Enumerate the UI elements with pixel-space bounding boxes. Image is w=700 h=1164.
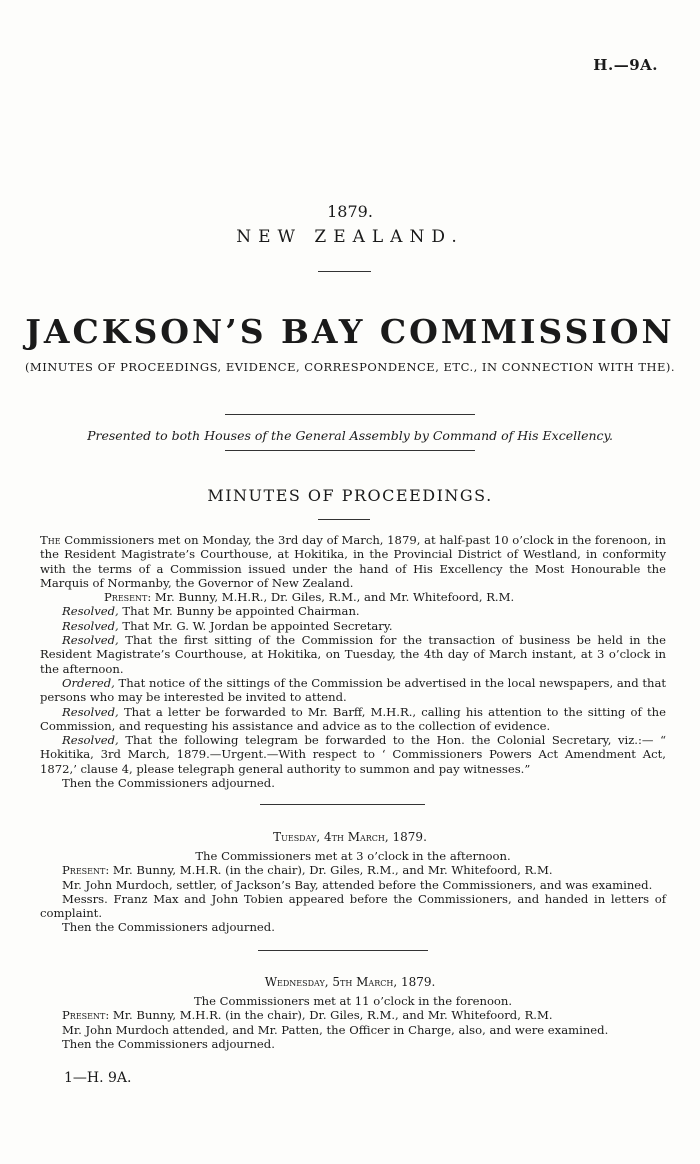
resolution-text: That Mr. G. W. Jordan be appointed Secretary. (118, 618, 393, 633)
resolution-text: That notice of the sittings of the Commission be advertised in the local newspapers, and that persons who may be interested be invited to attend. (40, 675, 667, 705)
divider (258, 950, 428, 951)
adjournment: Then the Commissioners adjourned. (62, 1036, 275, 1051)
resolution-text: That the following telegram be forwarded to the Hon. the Colonial Secretary, viz.:— “ Hokitika, 3rd March, 1879.—Urgent.—With respect to ‘ Commissioners Powers Act Amendment Act, 1872,’ clause 4, please telegraph general authority to summon and pay witnesses.” (40, 733, 666, 776)
resolution-keyword: Resolved, (62, 733, 119, 748)
present-line (40, 590, 666, 604)
resolution-keyword: Resolved, (62, 704, 119, 719)
document-title: JACKSON’S BAY COMMISSION (25, 312, 675, 351)
present-label: Present (62, 1008, 106, 1023)
intro-text: Commissioners met on Monday, the 3rd day of March, 1879, at half-past 10 o’clock in the forenoon, in the Resident Magistrate’s Courthouse, at Hokitika, in the Provincial District of Westland, in conformity with the terms of a Commission issued under the hand of His Excellency the Most Honourable the Marquis of Normanby, the Governor of New Zealand. (40, 533, 666, 590)
present-label: Present (62, 863, 106, 878)
minute-paragraph: Mr. John Murdoch, settler, of Jackson’s Bay, attended before the Commissioners, and was examined. (62, 877, 653, 892)
resolution (40, 619, 666, 633)
adjournment: Then the Commissioners adjourned. (62, 920, 275, 935)
document-subtitle: (MINUTES OF PROCEEDINGS, EVIDENCE, CORRESPONDENCE, ETC., IN CONNECTION WITH THE). (24, 360, 676, 374)
present-line (40, 1008, 666, 1022)
resolution-text: That Mr. Bunny be appointed Chairman. (118, 604, 360, 619)
meeting-3-minutes (40, 994, 666, 1051)
presented-line: Presented to both Houses of the General Assembly by Command of His Excellency. (87, 428, 613, 443)
adjournment: Then the Commissioners adjourned. (62, 776, 275, 791)
meeting-date: Tuesday, 4th March, 1879. (273, 830, 427, 844)
page-footer: 1—H. 9A. (64, 1070, 132, 1086)
resolution-text: That a letter be forwarded to Mr. Barff, M.H.R., calling his attention to the sitting of the Commission, and requesting his assistance and advice as to the collection of evidence. (40, 704, 666, 733)
divider (318, 519, 370, 520)
divider (225, 414, 475, 415)
resolution-keyword: Ordered, (62, 675, 115, 690)
meeting-1-minutes (40, 533, 666, 790)
resolution-keyword: Resolved, (62, 633, 119, 648)
resolution-keyword: Resolved, (62, 604, 119, 619)
country-heading: NEW ZEALAND. (236, 227, 464, 247)
divider (260, 804, 425, 805)
resolution-text: That the first sitting of the Commission for the transaction of business be held in the Resident Magistrate’s Courthouse, at Hokitika, on Tuesday, the 4th day of March instant, at 3 o’clock in the afternoon. (40, 633, 666, 676)
resolution (40, 633, 666, 676)
present-label: Present (104, 590, 148, 605)
intro-paragraph (40, 533, 666, 590)
meeting-2-minutes (40, 849, 666, 935)
resolution (40, 733, 666, 776)
meeting-time: The Commissioners met at 3 o’clock in the afternoon. (195, 849, 511, 863)
minute-paragraph: Messrs. Franz Max and John Tobien appeared before the Commissioners, and handed in letters of complaint. (40, 891, 666, 921)
meeting-date: Wednesday, 5th March, 1879. (264, 975, 436, 989)
minute-paragraph: Mr. John Murdoch attended, and Mr. Patten, the Officer in Charge, also, and were examined. (62, 1022, 609, 1037)
document-reference: H.—9A. (593, 56, 658, 74)
present-text: : Mr. Bunny, M.H.R. (in the chair), Dr. Giles, R.M., and Mr. Whitefoord, R.M. (105, 863, 553, 878)
present-text: : Mr. Bunny, M.H.R., Dr. Giles, R.M., and Mr. Whitefoord, R.M. (147, 590, 515, 605)
divider (225, 450, 475, 451)
present-text: : Mr. Bunny, M.H.R. (in the chair), Dr. Giles, R.M., and Mr. Whitefoord, R.M. (105, 1008, 553, 1023)
meeting-time: The Commissioners met at 11 o’clock in the forenoon. (193, 994, 513, 1008)
section-heading: MINUTES OF PROCEEDINGS. (207, 486, 493, 505)
resolution (40, 676, 666, 705)
divider (318, 271, 371, 272)
present-line (40, 863, 666, 877)
intro-lead: The (40, 533, 61, 547)
resolution-keyword: Resolved, (62, 618, 119, 633)
resolution (40, 604, 666, 618)
resolution (40, 705, 666, 734)
document-year: 1879. (327, 202, 373, 221)
